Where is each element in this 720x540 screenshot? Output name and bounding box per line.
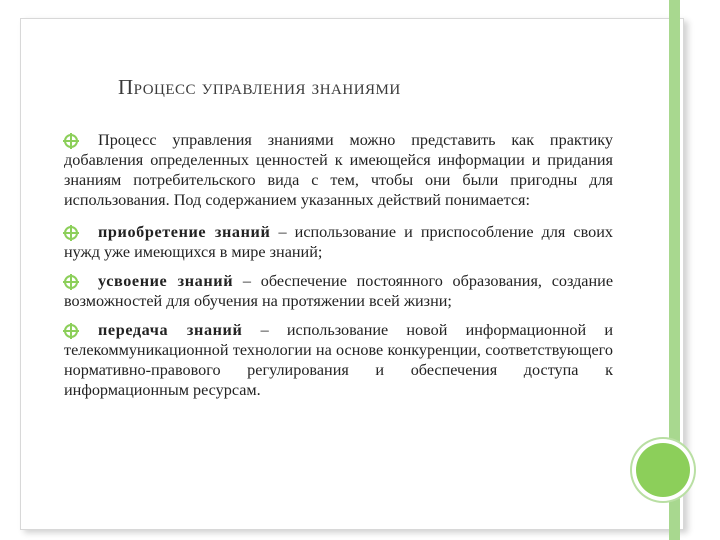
crosshair-circle-icon — [64, 275, 78, 289]
paragraph-text: – использование и приспособление для своих нужд уже имеющихся в мире знаний; — [64, 223, 614, 261]
paragraph-term: приобретение знаний — [98, 223, 271, 241]
list-item — [64, 271, 613, 311]
slide-title: Процесс управления знаниями — [118, 75, 401, 99]
slide-content — [64, 130, 613, 409]
list-item — [64, 130, 613, 210]
crosshair-circle-icon — [64, 226, 78, 240]
paragraph-text: – использование новой информационной и телекоммуникационной технологии на основе конкуренции, соответствующего нормативно-правового регулирования и обеспечения доступа к информационным ресурсам. — [64, 321, 614, 399]
paragraph-text: Процесс управления знаниями можно представить как практику добавления определенных ценностей к имеющейся информации и придания знаниям потребительского вида с тем, чтобы они были пригодны для использования. Под содержанием указанных действий понимается: — [64, 131, 613, 209]
decorative-circle — [636, 443, 690, 497]
list-item — [64, 222, 613, 262]
paragraph-term: усвоение знаний — [98, 272, 234, 290]
paragraph-text: – обеспечение постоянного образования, создание возможностей для обучения на протяжении всей жизни; — [64, 272, 613, 310]
paragraph-term: передача знаний — [98, 321, 243, 339]
crosshair-circle-icon — [64, 324, 78, 338]
list-item — [64, 320, 613, 400]
crosshair-circle-icon — [64, 134, 78, 148]
